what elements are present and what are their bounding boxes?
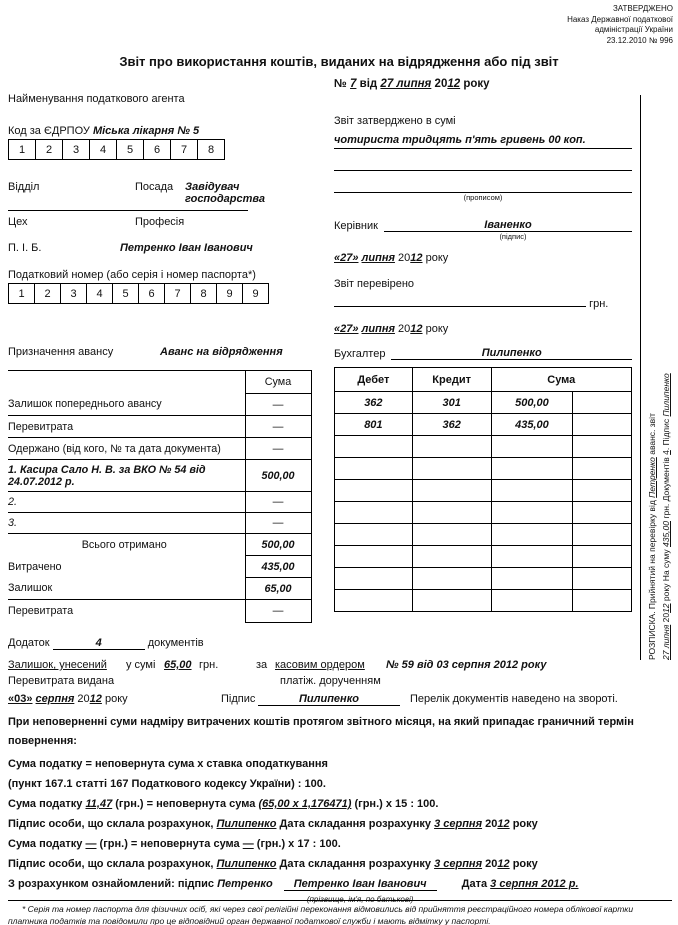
- attachment-label: Додаток: [8, 637, 50, 649]
- entries-table: [334, 367, 632, 612]
- payment-order-label: платіж. дорученням: [280, 675, 381, 687]
- approved-date-number: 23.12.2010 № 996: [606, 35, 673, 45]
- table-row: Одержано (від кого, № та дата документа) —: [8, 438, 311, 460]
- fio-label: П. І. Б.: [8, 242, 42, 254]
- table-row-empty: [335, 436, 632, 458]
- return-signature: Пилипенко: [258, 693, 400, 706]
- passport-footnote: * Серія та номер паспорта для фізичних осіб, які через свої релігійні переконання відмовились від прийняття реєстраційного номера облікової картки платника податків та повідомили про це відповідний орган державної податкової служби і мають відмітку у паспорті.: [8, 904, 634, 925]
- returned-amount: 65,00: [164, 659, 192, 671]
- tax-digit: 9: [216, 283, 243, 304]
- tax-number-digit-boxes: [8, 283, 332, 304]
- tax-digit: 2: [34, 283, 61, 304]
- accountant-label: Бухгалтер: [334, 348, 386, 360]
- edrpou-value: Міська лікарня № 5: [92, 125, 200, 137]
- receipt-strip: [645, 198, 675, 660]
- tax-calc-block: [8, 713, 668, 905]
- table-row-empty: [335, 546, 632, 568]
- fio-row: [8, 242, 332, 254]
- page-title: Звіт про використання коштів, виданих на відрядження або під звіт: [119, 54, 559, 69]
- cash-order-label: касовим ордером: [275, 659, 365, 671]
- table-row-empty: [335, 480, 632, 502]
- edrpou-label: Код за ЄДРПОУ: [8, 125, 90, 137]
- table-row-empty: [335, 568, 632, 590]
- calc-formula: Сума податку = неповернута сума х ставка оподаткування: [8, 758, 328, 770]
- acknowledged-line: З розрахунком ознайомлений: підпис Петренко Петренко Іван Іванович (прізвище, ім'я, по батькові) Дата 3 серпня 2012 р.: [8, 874, 668, 905]
- acknowledged-fio: Петренко Іван Іванович (прізвище, ім'я, по батькові): [284, 874, 437, 905]
- edrpou-digit: 2: [35, 139, 63, 160]
- checked-amount-line: [334, 292, 632, 310]
- agent-section: [8, 93, 332, 623]
- amount-in-words-value: чотириста тридцять п'ять гривень 00 коп.: [334, 133, 632, 149]
- credit-header: Кредит: [412, 368, 491, 392]
- calc-reference: (пункт 167.1 статті 167 Податкового кодексу України) : 100.: [8, 778, 326, 790]
- calc-signer: Пилипенко: [216, 858, 277, 870]
- report-number-line: № 7 від 27 липня 2012 року: [334, 78, 490, 90]
- director-signature-row: [334, 219, 632, 232]
- table-row-empty: [335, 524, 632, 546]
- expense-report-form: ЗАТВЕРДЖЕНО Наказ Державної податкової адміністрації України 23.12.2010 № 996 Звіт про використання коштів, виданих на відрядження або під звіт № 7 від 27 липня 2012 року Найменування податкового агента Код за ЄДРПОУ Міська лікарня № 5 1 2 3 4 5 6 7 8 Відділ Посада Завідувач господарства Цех Професія П. І. Б. Петренко Іван Іванович Податковий номер (або серія і номер паспорта*) 1 2 3 4 5 6 7 8 9 9 Призначення авансу Аванс на відрядження Сума Залишок попереднього авансу — Перевитрата — Одержано (від кого, № та дата документа) — 1. Касира Сало Н. В. за ВКО № 54 від 24.07.2012 р. 500,00 2. — 3. — Всього отримано 500,00 Витрачено 435,00 Залишок 65,00 Перевитрата — Звіт затверджено в сумі чотириста тридцять п'ять гривень 00 коп. (прописом) Керівник Іваненко (підпис) «27» липня 2012 року Звіт перевірено грн. «27» липня 2012 року Бухгалтер Пилипенко Дебет Кредит Сума 362 301 500,00 801 362 435,00 РОЗПИСКА. Прийнятий на перевірку від Петренко аванс. звіт 27 липня 2012 року На суму 435,00 грн. Документів 4. Підпис Пилипенко Додаток 4 документів Залишок, унесений Перевитрата видана у сумі 65,00 грн. за касовим ордером платіж. дорученням № 59 від 03 серпня 2012 року «03» серпня 2012 року Підпис Пилипенко Перелік документів наведено на звороті. При неповерненні суми надміру витрачених коштів протягом звітного місяця, на який припадає граничний термін повернення: Сума податку = неповернута сума х ставка оподаткування (пункт 167.1 статті 167 Податкового кодексу України) : 100. Сума податку 11,47 (грн.) = неповернута сума (65,00 х 1,176471) (грн.) х 15 : 100. Підпис особи, що склала розрахунок, Пилипенко Дата складання розрахунку 3 серпня 2012 року Сума податку — (грн.) = неповернута сума — (грн.) х 17 : 100. Підпис особи, що склала розрахунок, Пилипенко Дата складання розрахунку 3 серпня 2012 року З розрахунком ознайомлений: підпис Петренко Петренко Іван Іванович (прізвище, ім'я, по батькові) Дата 3 серпня 2012 р. * Серія та номер паспорта для фізичних осіб, які через свої релігійні переконання відмовились від прийняття реєстраційного номера облікової картки платника податків та повідомили про це відповідний орган державної податкової служби і мають відмітку у паспорті.: [0, 0, 678, 925]
- tax-digit: 1: [8, 283, 35, 304]
- unreturned-sum-value: (65,00 х 1,176471): [258, 798, 352, 810]
- calc-tax-15: Сума податку 11,47 (грн.) = неповернута сума (65,00 х 1,176471) (грн.) х 15 : 100.: [8, 798, 439, 810]
- signature-label: Підпис: [221, 693, 256, 705]
- tax-digit: 7: [164, 283, 191, 304]
- table-row: 2. —: [8, 492, 311, 513]
- advance-purpose-value: Аванс на відрядження: [160, 346, 283, 358]
- edrpou-line: [8, 125, 332, 137]
- approved-in-sum-label: Звіт затверджено в сумі: [334, 115, 456, 127]
- table-row-empty: [335, 458, 632, 480]
- tax-amount-value: 11,47: [85, 798, 113, 810]
- propysom-caption: (прописом): [463, 193, 503, 202]
- divider-line: [8, 210, 248, 211]
- sum-header: Сума: [245, 371, 311, 394]
- edrpou-digit: 6: [143, 139, 171, 160]
- approved-order: Наказ Державної податкової: [567, 14, 673, 24]
- vertical-divider-line: [640, 95, 641, 660]
- director-signature: Іваненко: [384, 219, 632, 232]
- table-row: Перевитрата —: [8, 416, 311, 438]
- position-label: Посада: [135, 181, 174, 193]
- blank-write-line: [334, 171, 632, 193]
- edrpou-digit: 4: [89, 139, 117, 160]
- approval-date-line: «27» липня 2012 року: [334, 252, 449, 264]
- approved-agency: адміністрації України: [594, 25, 673, 34]
- attachments-line: [8, 637, 204, 650]
- table-row: 1. Касира Сало Н. В. за ВКО № 54 від 24.07.2012 р. 500,00: [8, 460, 311, 492]
- approved-word: ЗАТВЕРДЖЕНО: [612, 4, 673, 13]
- table-row: Перевитрата —: [8, 600, 311, 623]
- blank-write-line: [334, 292, 586, 307]
- table-row: 801 362 435,00: [335, 414, 632, 436]
- table-row-empty: [335, 502, 632, 524]
- table-row-empty: [335, 590, 632, 612]
- sum-header: Сума: [491, 368, 631, 392]
- balance-returned-label: Залишок, унесений: [8, 659, 107, 671]
- accountant-signature-row: [334, 347, 632, 360]
- report-number-value: 7: [350, 78, 357, 90]
- table-row: 3. —: [8, 513, 311, 534]
- hrn-label: грн.: [589, 298, 609, 310]
- approved-stamp-block: [567, 4, 673, 46]
- sum-table: [8, 370, 312, 623]
- table-row: Залишок попереднього авансу —: [8, 394, 311, 416]
- acknowledged-date: 3 серпня 2012 р.: [490, 878, 579, 890]
- table-row: 362 301 500,00: [335, 392, 632, 414]
- table-row: Всього отримано 500,00: [8, 534, 311, 556]
- profession-label: Професія: [135, 216, 185, 228]
- tax-digit: 8: [190, 283, 217, 304]
- department-label: Відділ: [8, 181, 40, 193]
- report-date-value: 27 липня: [380, 78, 432, 90]
- debit-header: Дебет: [335, 368, 413, 392]
- calc-intro: При неповерненні суми надміру витрачених коштів протягом звітного місяця, на який припадає граничний термін повернення:: [8, 716, 634, 747]
- acknowledged-signature: Петренко: [217, 878, 273, 890]
- tax-digit: 6: [138, 283, 165, 304]
- shop-label: Цех: [8, 216, 28, 228]
- checked-date-line: «27» липня 2012 року: [334, 323, 449, 335]
- table-row: Витрачено 435,00: [8, 556, 311, 578]
- no-sign: №: [334, 78, 347, 90]
- receipt-line-2: 27 липня 2012 року На суму 435,00 грн. Документів 4. Підпис Пилипенко: [661, 373, 671, 660]
- advance-purpose-label: Призначення авансу: [8, 346, 114, 358]
- footnote-divider: [8, 900, 672, 901]
- tax-number-label: Податковий номер (або серія і номер паспорта*): [8, 269, 256, 281]
- edrpou-digit: 5: [116, 139, 144, 160]
- blank-write-line: [334, 149, 632, 171]
- calc-signature-2: Підпис особи, що склала розрахунок, Пилипенко Дата складання розрахунку 3 серпня 2012 року: [8, 858, 538, 870]
- director-label: Керівник: [334, 220, 378, 232]
- shop-profession-row: [8, 216, 332, 228]
- edrpou-digit: 3: [62, 139, 90, 160]
- documents-list-note: Перелік документів наведено на звороті.: [410, 693, 618, 705]
- table-header-row: [8, 371, 311, 394]
- attachment-count: 4: [53, 637, 145, 650]
- department-position-row: [8, 181, 332, 205]
- return-date: «03» серпня 2012 року: [8, 693, 128, 705]
- fio-caption: (прізвище, ім'я, по батькові): [306, 895, 414, 904]
- signature-caption: (підпис): [499, 232, 527, 241]
- advance-purpose-row: [8, 346, 332, 358]
- report-checked-label: Звіт перевірено: [334, 278, 415, 290]
- receipt-line-1: РОЗПИСКА. Прийнятий на перевірку від Петренко аванс. звіт: [647, 413, 657, 660]
- tax-digit: 4: [86, 283, 113, 304]
- attachment-suffix: документів: [147, 637, 204, 649]
- tax-digit: 5: [112, 283, 139, 304]
- calc-tax-17: Сума податку — (грн.) = неповернута сума — (грн.) х 17 : 100.: [8, 838, 341, 850]
- table-row: Залишок 65,00: [8, 578, 311, 600]
- position-value: Завідувач господарства: [185, 181, 266, 205]
- approval-section: [334, 115, 632, 612]
- tax-digit: 3: [60, 283, 87, 304]
- overspend-issued-label: Перевитрата видана: [8, 675, 115, 687]
- table-header-row: [335, 368, 632, 392]
- agent-name-label: Найменування податкового агента: [8, 93, 185, 105]
- calc-signature-1: Підпис особи, що склала розрахунок, Пилипенко Дата складання розрахунку 3 серпня 2012 року: [8, 818, 538, 830]
- edrpou-digit: 1: [8, 139, 36, 160]
- edrpou-digit: 8: [197, 139, 225, 160]
- edrpou-digit: 7: [170, 139, 198, 160]
- edrpou-digit-boxes: [8, 139, 332, 160]
- cash-order-details: № 59 від 03 серпня 2012 року: [386, 659, 547, 671]
- calc-signer: Пилипенко: [216, 818, 277, 830]
- fio-value: Петренко Іван Іванович: [120, 242, 253, 254]
- tax-digit: 9: [242, 283, 269, 304]
- accountant-signature: Пилипенко: [391, 347, 632, 360]
